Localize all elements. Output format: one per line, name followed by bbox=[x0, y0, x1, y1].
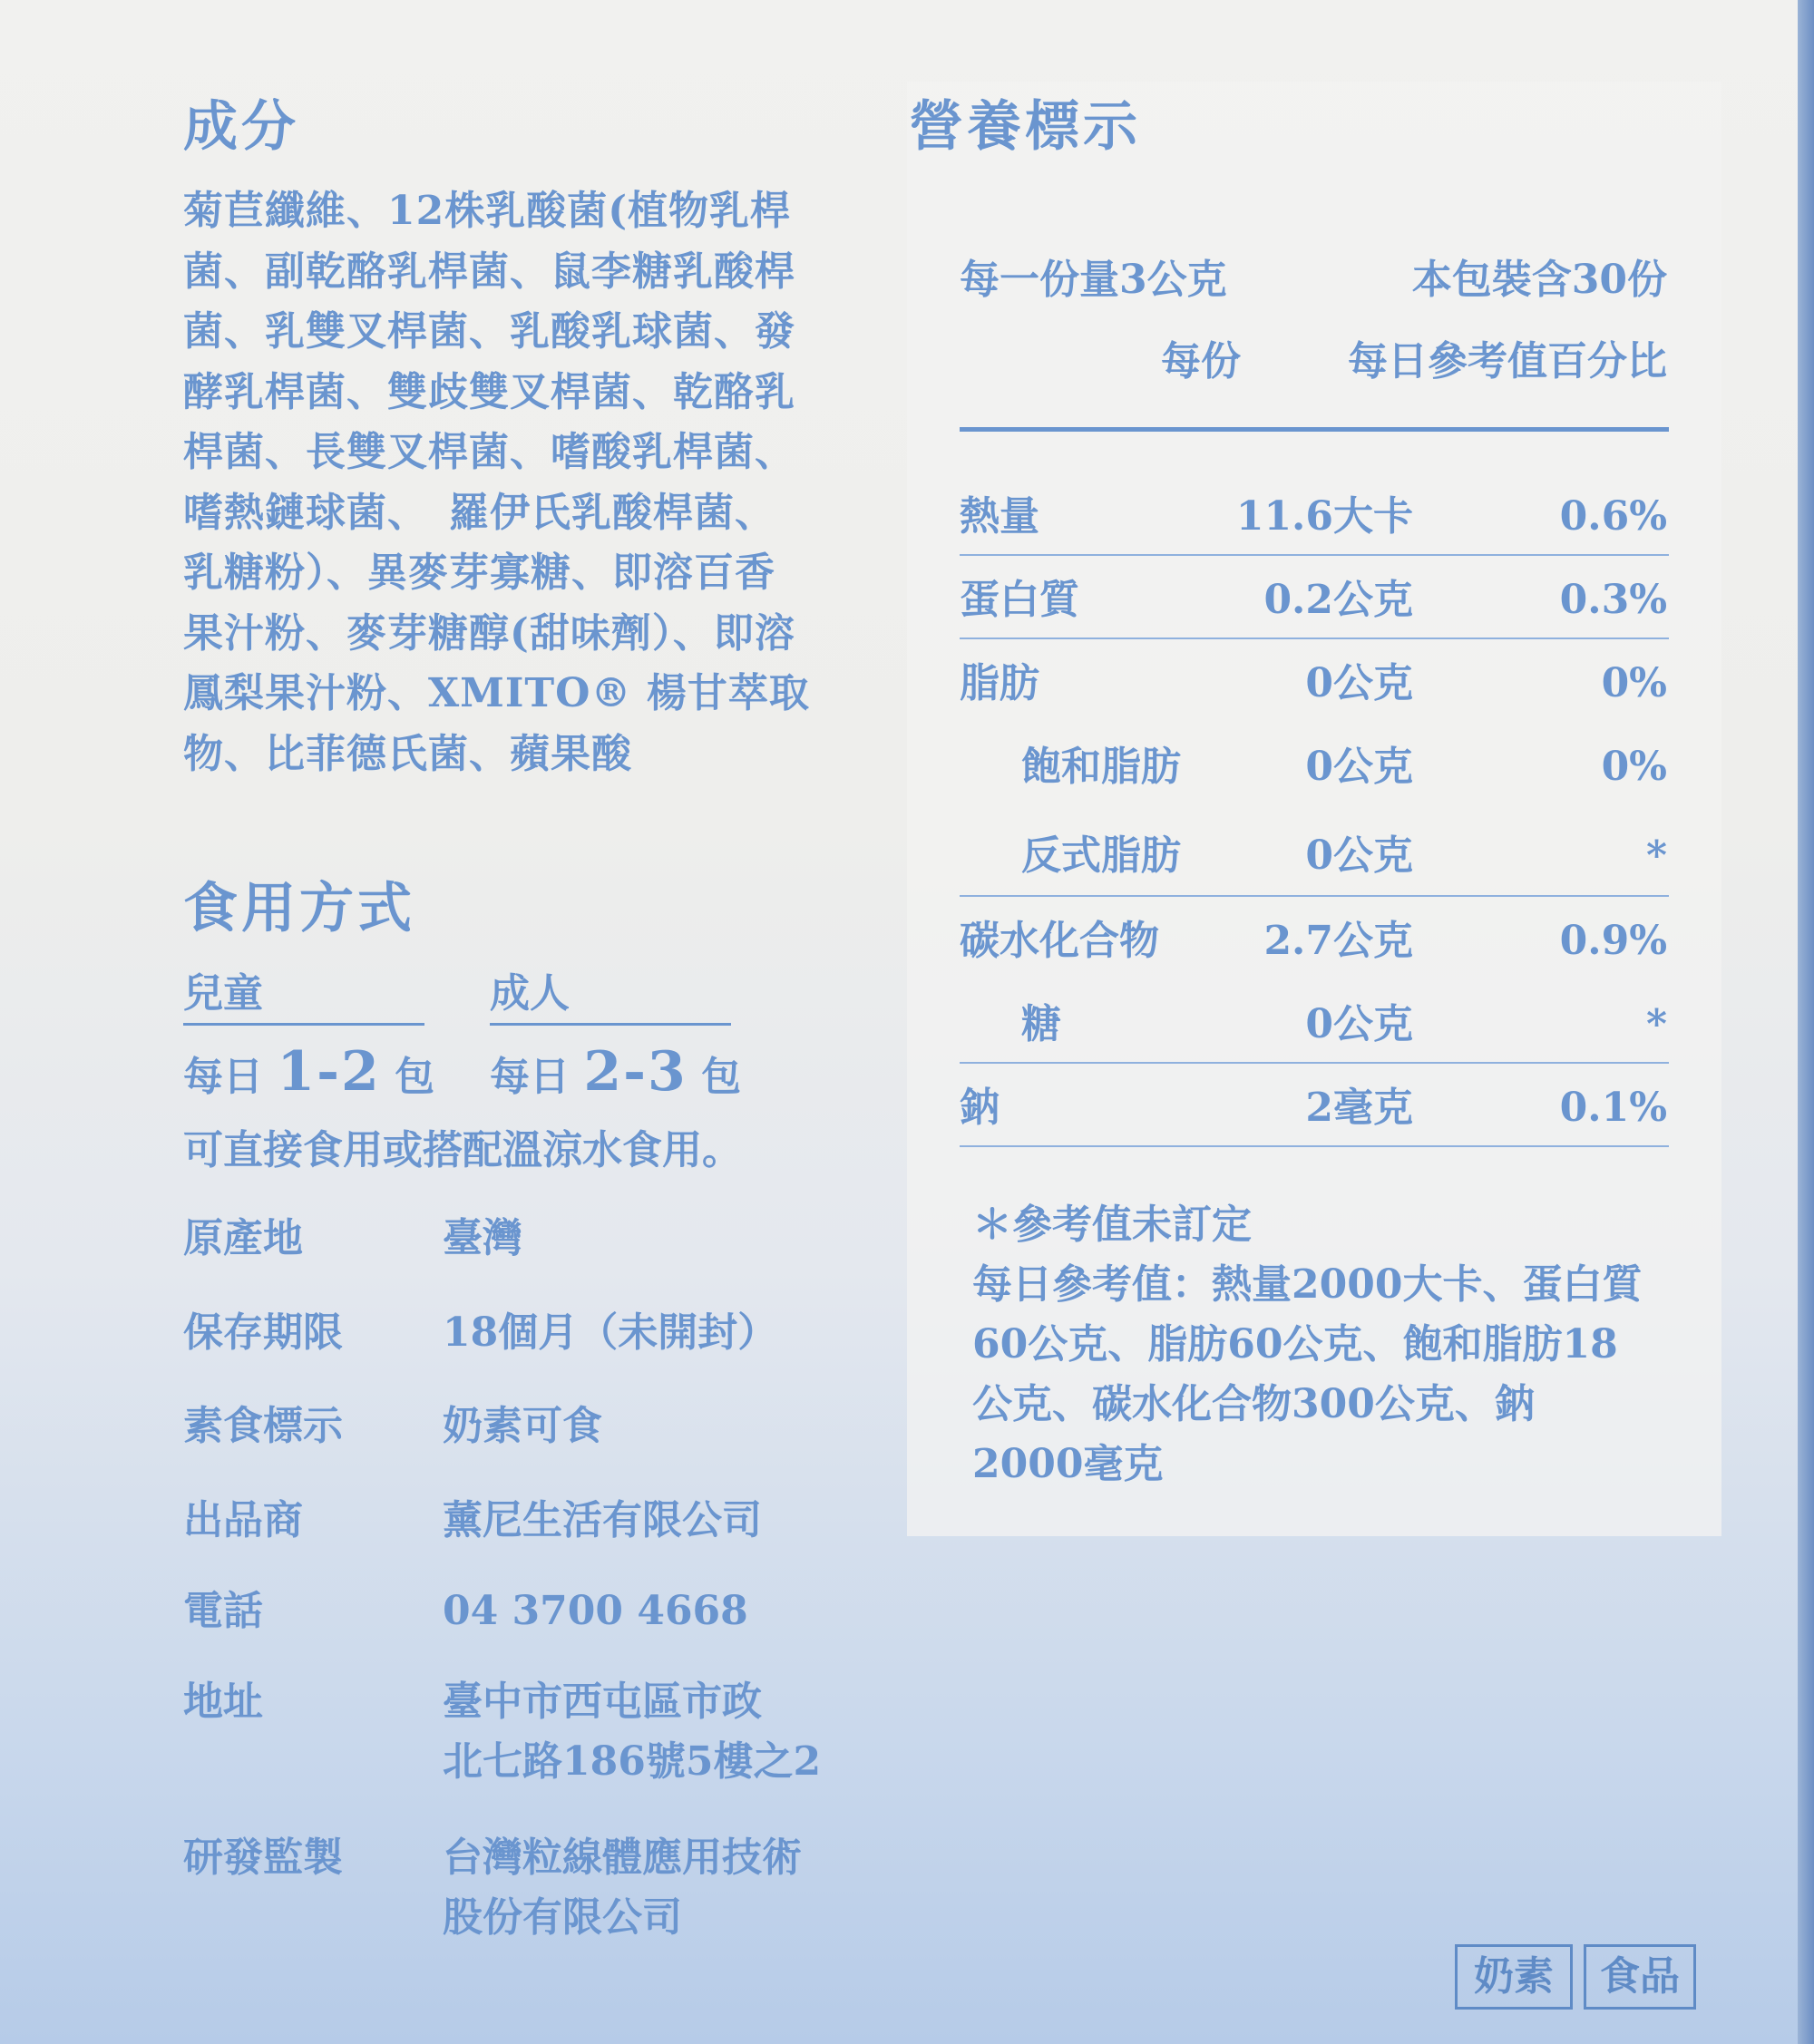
nutrient-row bbox=[960, 472, 1667, 555]
info-value bbox=[443, 1672, 896, 1792]
nutrient-row-sub bbox=[960, 979, 1667, 1063]
badge-lacto-vegetarian: 奶素 bbox=[1455, 1944, 1573, 2010]
nutrient-amount: 0公克 bbox=[1305, 660, 1413, 706]
nutrient-percent: 0% bbox=[1601, 744, 1667, 790]
nutrient-amount: 0公克 bbox=[1305, 1001, 1413, 1047]
nutrient-percent: 0.1% bbox=[1559, 1085, 1667, 1131]
badge-food: 食品 bbox=[1584, 1944, 1696, 2010]
nutrient-name: 碳水化合物 bbox=[960, 918, 1159, 964]
nutrient-row bbox=[960, 555, 1667, 638]
serving-size: 每一份量3公克 bbox=[960, 257, 1227, 303]
nutrient-amount: 11.6大卡 bbox=[1235, 493, 1413, 540]
nutrient-amount: 0公克 bbox=[1305, 744, 1413, 790]
dose-unit: 包 bbox=[701, 1054, 742, 1100]
nutrient-name: 飽和脂肪 bbox=[1021, 744, 1181, 790]
nutrient-amount: 2毫克 bbox=[1305, 1085, 1413, 1131]
nutrient-amount: 0.2公克 bbox=[1263, 577, 1413, 623]
ingredients-title: 成分 bbox=[183, 95, 299, 159]
ingredients-line: 物、比菲德氏菌、蘋果酸 bbox=[183, 730, 632, 777]
row-divider bbox=[960, 1145, 1669, 1147]
children-dose bbox=[183, 1040, 435, 1104]
footnote-line: 2000毫克 bbox=[972, 1441, 1164, 1487]
footnote-line: 每日參考值：熱量2000大卡、蛋白質 bbox=[972, 1261, 1643, 1308]
nutrient-amount: 0公克 bbox=[1305, 832, 1413, 879]
nutrient-row-sub bbox=[960, 811, 1667, 894]
nutrient-name: 反式脂肪 bbox=[1021, 832, 1181, 879]
right-edge-strip bbox=[1798, 0, 1814, 2044]
nutrient-amount: 2.7公克 bbox=[1263, 918, 1413, 964]
nutrient-row bbox=[960, 1063, 1667, 1146]
rnd-line: 股份有限公司 bbox=[443, 1894, 682, 1941]
header-divider bbox=[960, 427, 1669, 432]
usage-title: 食用方式 bbox=[183, 877, 415, 940]
rnd-line: 台灣粒線體應用技術 bbox=[443, 1835, 802, 1881]
info-value: 04 3700 4668 bbox=[443, 1588, 748, 1634]
nutrition-footnote bbox=[972, 1195, 1662, 1494]
info-label: 保存期限 bbox=[183, 1309, 343, 1356]
info-value: 臺灣 bbox=[443, 1215, 522, 1261]
ingredients-line: 乳糖粉）、異麥芽寡糖、即溶百香 bbox=[183, 550, 775, 596]
nutrient-name: 脂肪 bbox=[960, 660, 1039, 706]
nutrient-row bbox=[960, 638, 1667, 722]
dose-prefix: 每日 bbox=[490, 1054, 570, 1100]
footnote-line: 公克、碳水化合物300公克、鈉 bbox=[972, 1381, 1535, 1427]
col-per-serving: 每份 bbox=[1161, 338, 1241, 384]
nutrient-name: 熱量 bbox=[960, 493, 1039, 540]
dose-unit: 包 bbox=[395, 1054, 435, 1100]
ingredients-line: 酵乳桿菌、雙歧雙叉桿菌、乾酪乳 bbox=[183, 368, 795, 415]
info-label: 地址 bbox=[183, 1679, 263, 1725]
nutrient-percent: * bbox=[1645, 832, 1667, 879]
col-daily-value: 每日參考值百分比 bbox=[1348, 338, 1667, 384]
ingredients-line: 嗜熱鏈球菌、 羅伊氏乳酸桿菌、 bbox=[183, 489, 775, 536]
ingredients-line: 菌、乳雙叉桿菌、乳酸乳球菌、發 bbox=[183, 308, 795, 355]
info-label: 素食標示 bbox=[183, 1403, 343, 1449]
adults-dose bbox=[490, 1040, 742, 1104]
dose-amount: 1-2 bbox=[277, 1040, 381, 1104]
adults-header: 成人 bbox=[490, 974, 731, 1026]
info-label: 出品商 bbox=[183, 1497, 303, 1543]
ingredients-line: 果汁粉、麥芽糖醇(甜味劑）、即溶 bbox=[183, 609, 795, 657]
info-label: 原產地 bbox=[183, 1215, 303, 1261]
info-label: 電話 bbox=[183, 1588, 263, 1634]
nutrient-percent: 0% bbox=[1601, 660, 1667, 706]
nutrient-name: 蛋白質 bbox=[960, 577, 1079, 623]
servings-per-pack: 本包裝含30份 bbox=[1411, 257, 1667, 303]
address-line: 臺中市西屯區市政 bbox=[443, 1679, 762, 1725]
nutrient-row bbox=[960, 896, 1667, 979]
info-value: 奶素可食 bbox=[443, 1403, 602, 1449]
footnote-line: ＊參考值未訂定 bbox=[972, 1202, 1252, 1248]
ingredients-line: 菊苣纖維、12株乳酸菌(植物乳桿 bbox=[183, 188, 792, 234]
usage-note: 可直接食用或搭配溫涼水食用。 bbox=[183, 1127, 742, 1173]
footnote-line: 60公克、脂肪60公克、飽和脂肪18 bbox=[972, 1321, 1618, 1368]
ingredients-text bbox=[183, 181, 818, 784]
nutrient-percent: * bbox=[1645, 1001, 1667, 1047]
ingredients-line: 桿菌、長雙叉桿菌、嗜酸乳桿菌、 bbox=[183, 429, 795, 475]
children-header: 兒童 bbox=[183, 974, 424, 1026]
nutrition-title: 營養標示 bbox=[909, 95, 1141, 159]
nutrient-name: 糖 bbox=[1021, 1001, 1061, 1047]
ingredients-line: 菌、副乾酪乳桿菌、鼠李糖乳酸桿 bbox=[183, 248, 795, 295]
dose-prefix: 每日 bbox=[183, 1054, 263, 1100]
address-line: 北七路186號5樓之2 bbox=[443, 1738, 822, 1785]
info-value: 薰尼生活有限公司 bbox=[443, 1497, 762, 1543]
dose-amount: 2-3 bbox=[583, 1040, 688, 1104]
info-value bbox=[443, 1828, 896, 1948]
nutrient-row-sub bbox=[960, 722, 1667, 805]
ingredients-line: 鳳梨果汁粉、XMITO® 楊甘萃取 bbox=[183, 670, 810, 716]
nutrient-name: 鈉 bbox=[960, 1085, 1000, 1131]
info-value: 18個月（未開封） bbox=[443, 1309, 778, 1356]
nutrient-percent: 0.9% bbox=[1559, 918, 1667, 964]
nutrient-percent: 0.3% bbox=[1559, 577, 1667, 623]
info-label: 研發監製 bbox=[183, 1835, 343, 1881]
nutrient-percent: 0.6% bbox=[1559, 493, 1667, 540]
